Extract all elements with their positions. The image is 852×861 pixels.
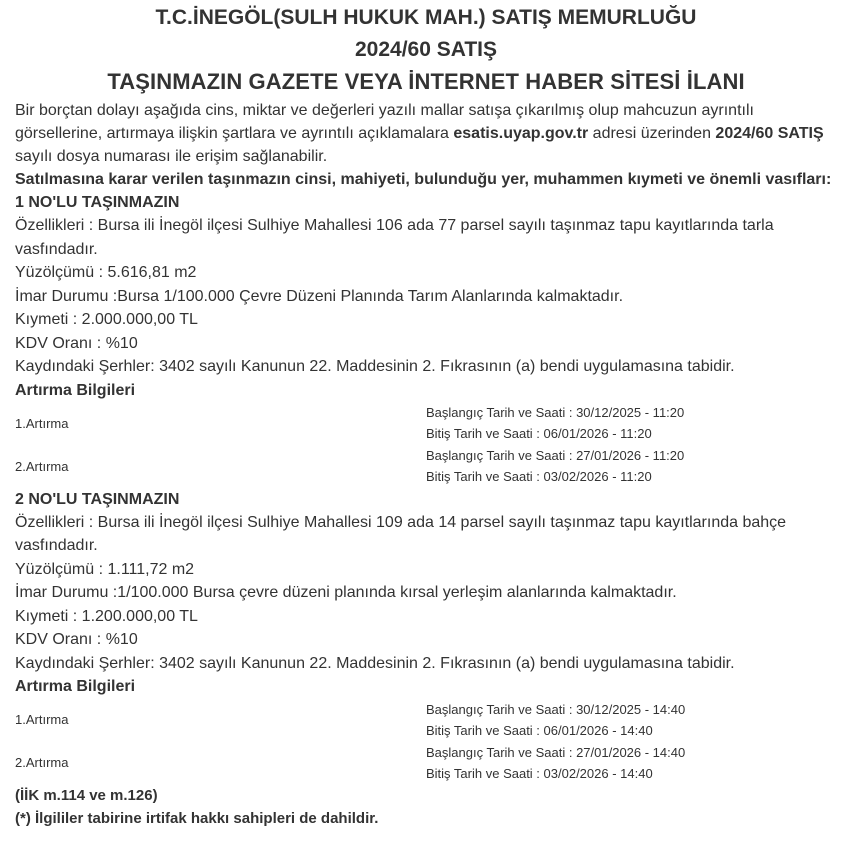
property-encumbrances: Kaydındaki Şerhler: 3402 sayılı Kanunun 22. Maddesinin 2. Fıkrasının (a) bendi uygulamasına tabidir. bbox=[15, 654, 735, 672]
auction-dates bbox=[426, 402, 684, 444]
property-features: Özellikleri : Bursa ili İnegöl ilçesi Sulhiye Mahallesi 106 ada 77 parsel sayılı taşınmaz tapu kayıtlarında tarla vasfındadır. bbox=[15, 217, 774, 258]
footnote: (*) İlgililer tabirine irtifak hakkı sahipleri de dahildir. bbox=[15, 810, 379, 827]
auction-row bbox=[15, 741, 852, 784]
property-value: Kıymeti : 1.200.000,00 TL bbox=[15, 607, 198, 625]
intro-paragraph bbox=[15, 99, 852, 168]
intro-text-3: sayılı dosya numarası ile erişim sağlanabilir. bbox=[15, 148, 328, 165]
property-vat: KDV Oranı : %10 bbox=[15, 334, 138, 352]
auction-row bbox=[15, 402, 852, 445]
property-features: Özellikleri : Bursa ili İnegöl ilçesi Sulhiye Mahallesi 109 ada 14 parsel sayılı taşınmaz tapu kayıtlarında bahçe vasfındadır. bbox=[15, 513, 787, 554]
property-heading: 1 NO'LU TAŞINMAZIN bbox=[15, 194, 180, 211]
file-number: 2024/60 SATIŞ bbox=[715, 125, 824, 142]
property-area: Yüzölçümü : 1.111,72 m2 bbox=[15, 560, 195, 578]
property-vat: KDV Oranı : %10 bbox=[15, 631, 138, 648]
property-area: Yüzölçümü : 5.616,81 m2 bbox=[15, 264, 197, 281]
auction-start: Başlangıç Tarih ve Saati : 27/01/2026 - 14:40 bbox=[426, 744, 686, 760]
announcement-page bbox=[0, 2, 852, 861]
auction-label: 2.Artırma bbox=[15, 755, 69, 770]
esatis-site: esatis.uyap.gov.tr bbox=[453, 125, 589, 142]
auction-label: 1.Artırma bbox=[15, 415, 69, 431]
auction-label: 2.Artırma bbox=[15, 458, 69, 474]
property-zoning: İmar Durumu :Bursa 1/100.000 Çevre Düzeni Planında Tarım Alanlarında kalmaktadır. bbox=[15, 287, 624, 305]
auction-end: Bitiş Tarih ve Saati : 03/02/2026 - 14:40 bbox=[426, 765, 653, 781]
law-reference: (İİK m.114 ve m.126) bbox=[15, 787, 158, 804]
property-1 bbox=[15, 191, 852, 488]
court-title: T.C.İNEGÖL(SULH HUKUK MAH.) SATIŞ MEMURLUĞU bbox=[155, 6, 697, 29]
auction-dates bbox=[426, 699, 685, 741]
announcement-title: TAŞINMAZIN GAZETE VEYA İNTERNET HABER SİTESİ İLANI bbox=[107, 69, 745, 94]
property-encumbrances: Kaydındaki Şerhler: 3402 sayılı Kanunun 22. Maddesinin 2. Fıkrasının (a) bendi uygulamasına tabidir. bbox=[15, 358, 735, 375]
property-value: Kıymeti : 2.000.000,00 TL bbox=[15, 311, 198, 328]
auction-heading: Artırma Bilgileri bbox=[15, 678, 136, 695]
auction-start: Başlangıç Tarih ve Saati : 30/12/2025 - 14:40 bbox=[426, 701, 686, 717]
auction-label: 1.Artırma bbox=[15, 712, 69, 727]
auction-start: Başlangıç Tarih ve Saati : 27/01/2026 - 11:20 bbox=[426, 448, 685, 463]
auction-end: Bitiş Tarih ve Saati : 03/02/2026 - 11:20 bbox=[426, 469, 652, 484]
property-zoning: İmar Durumu :1/100.000 Bursa çevre düzeni planında kırsal yerleşim alanlarında kalmaktadır. bbox=[15, 584, 677, 601]
property-2 bbox=[15, 488, 852, 785]
auction-heading: Artırma Bilgileri bbox=[15, 381, 136, 399]
auction-end: Bitiş Tarih ve Saati : 06/01/2026 - 14:40 bbox=[426, 722, 653, 738]
auction-row bbox=[15, 698, 852, 741]
intro-text-1: Bir borçtan dolayı aşağıda cins, miktar ve değerleri yazılı mallar satışa çıkarılmış olup mahcuzun ayrıntılı görsellerine, artırmaya ilişkin şartlara ve ayrıntılı açıklamalara bbox=[15, 102, 754, 142]
auction-dates bbox=[426, 742, 685, 784]
property-heading: 2 NO'LU TAŞINMAZIN bbox=[15, 490, 180, 508]
intro-text-2: adresi üzerinden bbox=[588, 125, 716, 142]
auction-row bbox=[15, 445, 852, 488]
auction-dates bbox=[426, 445, 684, 487]
section-title: Satılmasına karar verilen taşınmazın cinsi, mahiyeti, bulunduğu yer, muhammen kıymeti ve önemli vasıfları: bbox=[15, 171, 832, 188]
auction-end: Bitiş Tarih ve Saati : 06/01/2026 - 11:20 bbox=[426, 426, 652, 441]
auction-start: Başlangıç Tarih ve Saati : 30/12/2025 - 11:20 bbox=[426, 405, 685, 420]
file-number-title: 2024/60 SATIŞ bbox=[354, 38, 498, 61]
